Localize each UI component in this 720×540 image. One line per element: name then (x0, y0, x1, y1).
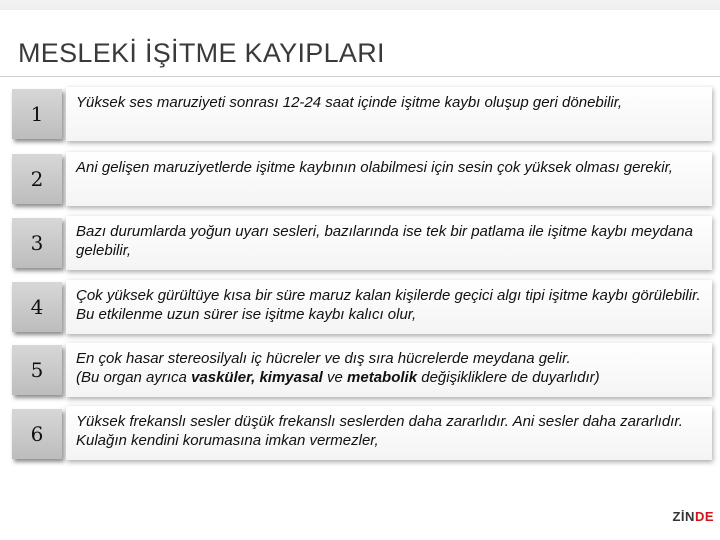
item-number-5: 5 (12, 345, 62, 395)
page-title: MESLEKİ İŞİTME KAYIPLARI (18, 38, 385, 68)
item-text-4: Çok yüksek gürültüye kısa bir süre maruz kalan kişilerde geçici algı tipi işitme kaybı görülebilir. Bu etkilenme uzun sürer ise işitme kaybı kalıcı olur, (66, 280, 712, 334)
item-text-5-line2c: ve (322, 369, 348, 386)
item-number-2: 2 (12, 154, 62, 204)
brand-logo (672, 509, 714, 524)
item-text-3: Bazı durumlarda yoğun uyarı sesleri, bazılarında ise tek bir patlama ile işitme kaybı meydana gelebilir, (66, 216, 712, 270)
item-text-5-bold2: metabolik (347, 369, 418, 386)
item-text-6: Yüksek frekanslı sesler düşük frekanslı seslerden daha zararlıdır. Ani sesler daha zararlıdır. Kulağın kendini korumasına imkan vermezler, (66, 406, 712, 460)
item-number-3: 3 (12, 218, 62, 268)
item-text-5-line2a: (Bu organ ayrıca (76, 369, 192, 386)
item-text-5-bold1: vasküler, kimyasal (191, 369, 323, 386)
brand-part1: ZİN (672, 509, 695, 524)
item-number-6: 6 (12, 409, 62, 459)
item-number-1: 1 (12, 89, 62, 139)
brand-part2: DE (694, 509, 714, 524)
item-text-5-line1: En çok hasar stereosilyalı iç hücreler ve dış sıra hücrelerde meydana gelir. (76, 350, 571, 367)
item-text-1: Yüksek ses maruziyeti sonrası 12-24 saat içinde işitme kaybı oluşup geri dönebilir, (66, 87, 712, 141)
item-text-5-line2e: değişikliklere de duyarlıdır) (417, 369, 600, 386)
item-text-5 (66, 343, 712, 397)
item-number-4: 4 (12, 282, 62, 332)
item-text-2: Ani gelişen maruziyetlerde işitme kaybının olabilmesi için sesin çok yüksek olması gerekir, (66, 152, 712, 206)
